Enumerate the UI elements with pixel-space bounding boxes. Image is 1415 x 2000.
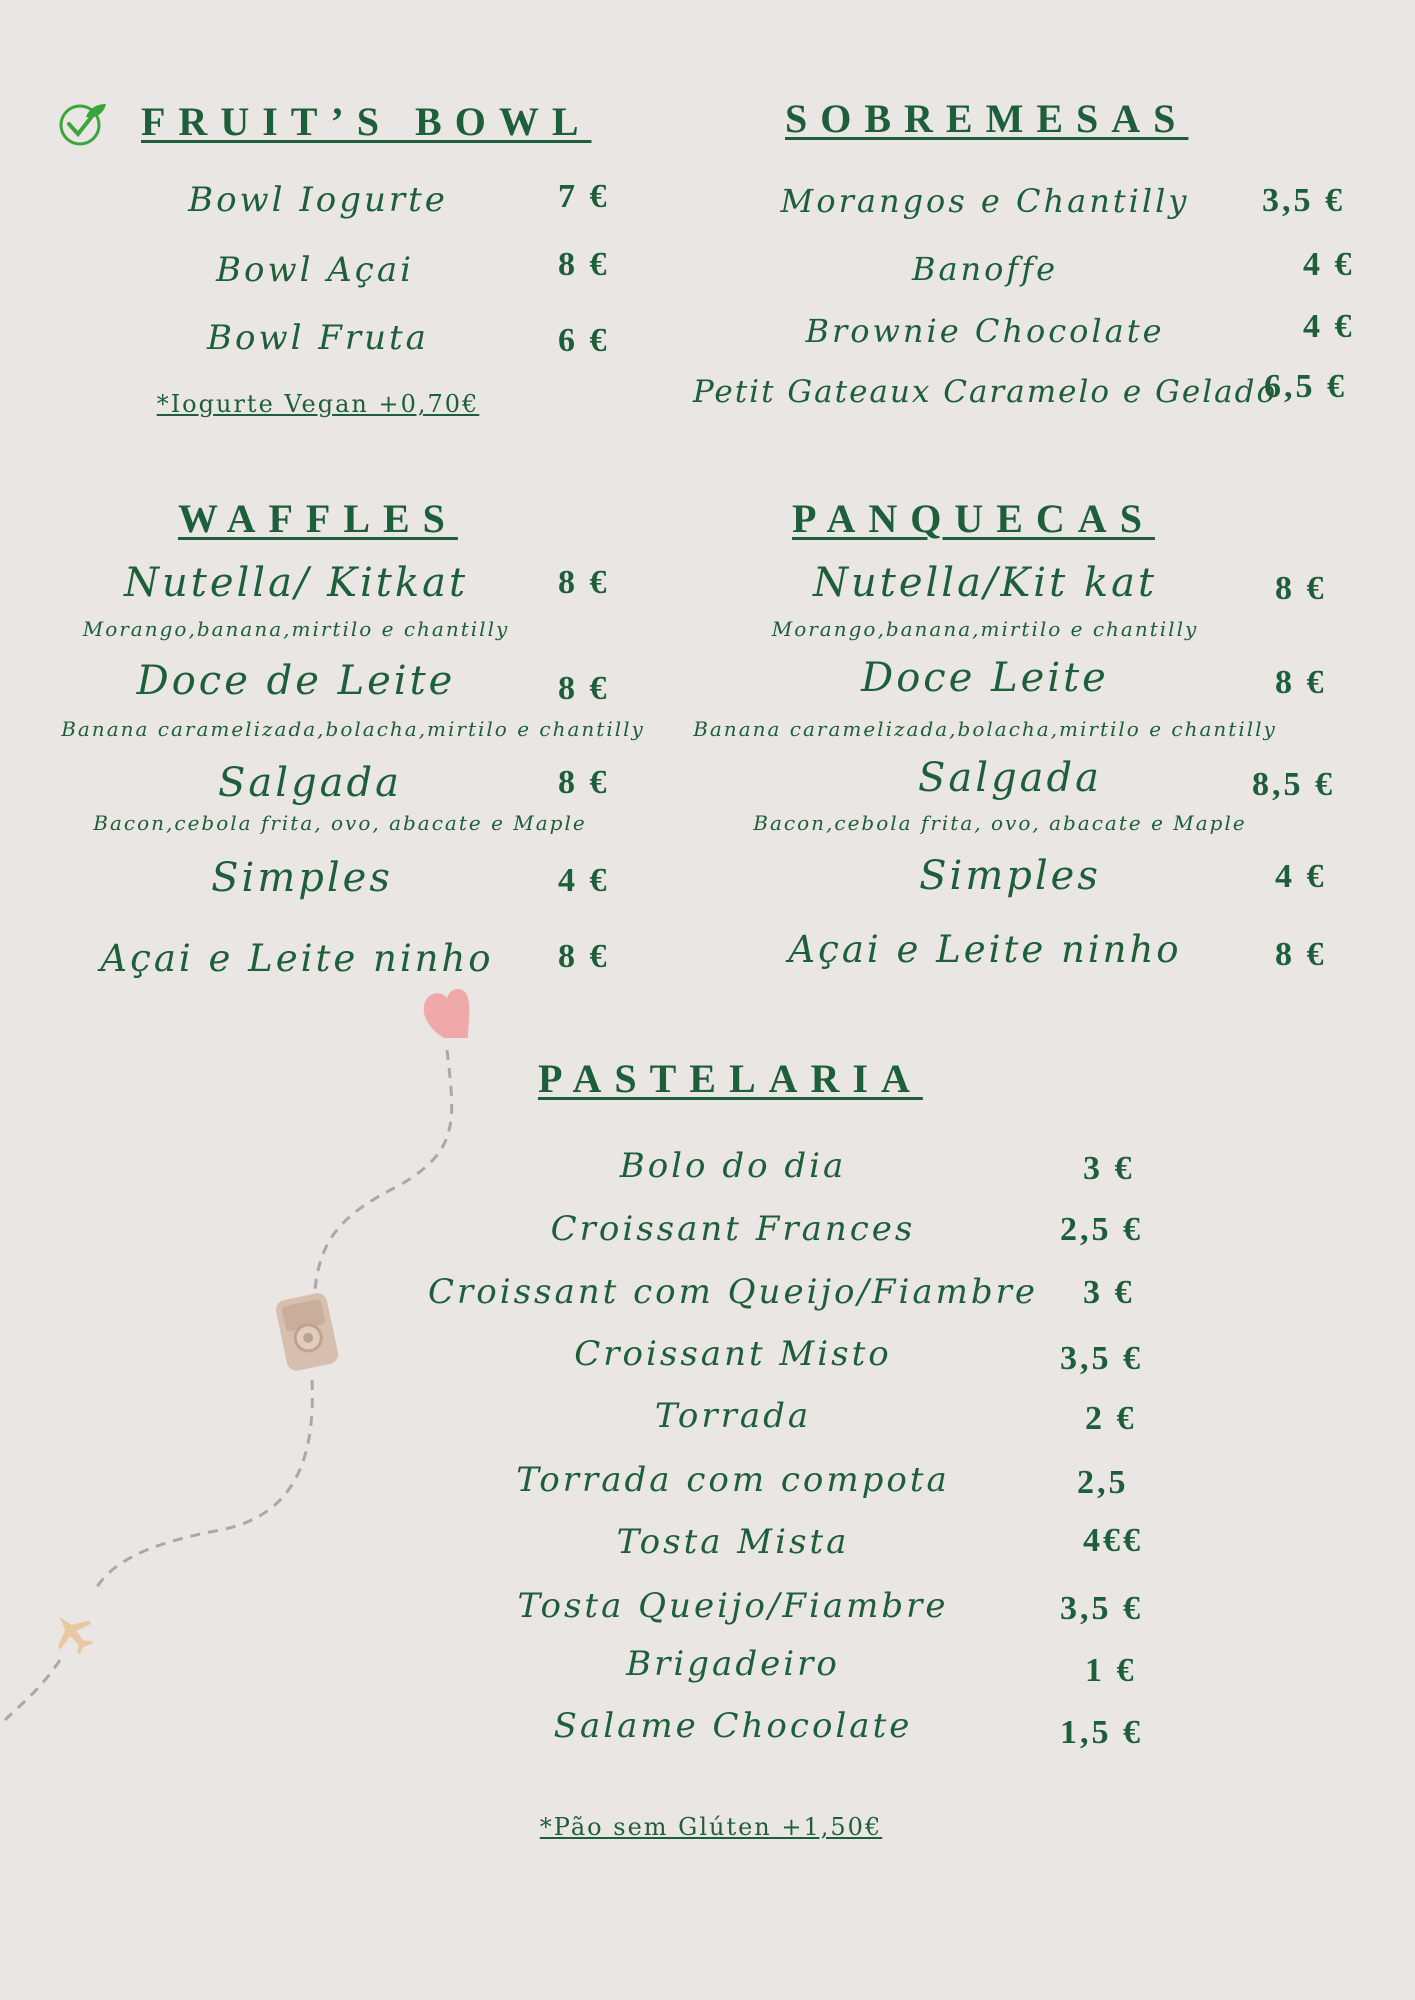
panquecas-item-name: Nutella/Kit kat	[812, 560, 1158, 606]
sobremesas-item-price: 4 €	[1303, 246, 1355, 283]
panquecas-item-desc: Bacon,cebola frita, ovo, abacate e Maple	[753, 811, 1247, 835]
pastelaria-item-name: Tosta Mista	[616, 1522, 850, 1562]
panquecas-item-name: Doce Leite	[861, 655, 1109, 701]
panquecas-item-price: 8 €	[1275, 570, 1327, 607]
panquecas-item-price: 8 €	[1275, 664, 1327, 701]
waffles-item-name: Salgada	[218, 760, 402, 806]
pastelaria-item-name: Torrada com compota	[516, 1460, 950, 1500]
sobremesas-item-price: 4 €	[1303, 308, 1355, 345]
sobremesas-item-price: 3,5 €	[1262, 182, 1345, 219]
panquecas-item-name: Salgada	[918, 755, 1102, 801]
pastelaria-item-name: Croissant Misto	[574, 1334, 892, 1374]
panquecas-item-desc: Morango,banana,mirtilo e chantilly	[771, 617, 1199, 641]
waffles-item-price: 8 €	[558, 938, 610, 975]
airplane-icon	[44, 1604, 102, 1662]
waffles-item-name: Simples	[211, 855, 393, 901]
pastelaria-item-price: 2 €	[1085, 1400, 1137, 1437]
panquecas-item-desc: Banana caramelizada,bolacha,mirtilo e chantilly	[693, 717, 1277, 741]
pastelaria-item-price: 1 €	[1085, 1652, 1137, 1689]
pastelaria-item-price: 3 €	[1083, 1274, 1135, 1311]
heart-icon	[424, 989, 470, 1038]
pastelaria-item-price: 4€€	[1083, 1522, 1143, 1559]
sobremesas-item-price: 6,5 €	[1264, 368, 1347, 405]
dashed-path	[5, 1050, 452, 1720]
panquecas-item-price: 4 €	[1275, 858, 1327, 895]
camera-icon	[274, 1291, 340, 1372]
fruits-bowl-item-name: Bowl Fruta	[207, 318, 429, 358]
fruits-bowl-item-name: Bowl Iogurte	[188, 180, 448, 220]
pastelaria-item-name: Brigadeiro	[626, 1644, 840, 1684]
sobremesas-item-name: Morangos e Chantilly	[780, 182, 1190, 220]
waffles-item-price: 8 €	[558, 670, 610, 707]
pastelaria-item-price: 2,5 €	[1060, 1211, 1143, 1248]
gluten-free-note: *Pão sem Glúten +1,50€	[539, 1813, 883, 1841]
waffles-item-name: Doce de Leite	[136, 658, 456, 704]
waffles-heading: WAFFLES	[178, 496, 458, 541]
waffles-item-desc: Banana caramelizada,bolacha,mirtilo e chantilly	[61, 717, 645, 741]
waffles-item-price: 8 €	[558, 564, 610, 601]
sobremesas-item-name: Petit Gateaux Caramelo e Gelado	[692, 374, 1278, 410]
pastelaria-item-price: 3 €	[1083, 1150, 1135, 1187]
fruits-bowl-item-price: 8 €	[558, 246, 610, 283]
waffles-item-name: Açai e Leite ninho	[100, 937, 494, 980]
pastelaria-item-name: Salame Chocolate	[553, 1706, 913, 1746]
waffles-item-price: 8 €	[558, 764, 610, 801]
pastelaria-item-name: Croissant Frances	[550, 1209, 916, 1249]
fruits-bowl-item-price: 6 €	[558, 322, 610, 359]
sobremesas-heading: SOBREMESAS	[785, 96, 1189, 141]
pastelaria-item-name: Croissant com Queijo/Fiambre	[427, 1272, 1039, 1312]
waffles-item-price: 4 €	[558, 862, 610, 899]
check-leaf-icon	[61, 104, 106, 144]
fruits-bowl-item-price: 7 €	[558, 178, 610, 215]
pastelaria-item-price: 1,5 €	[1060, 1714, 1143, 1751]
waffles-item-desc: Morango,banana,mirtilo e chantilly	[82, 617, 510, 641]
panquecas-item-name: Simples	[919, 853, 1101, 899]
fruits-bowl-item-name: Bowl Açai	[216, 250, 414, 290]
pastelaria-heading: PASTELARIA	[538, 1056, 923, 1101]
pastelaria-item-price: 3,5 €	[1060, 1590, 1143, 1627]
sobremesas-item-name: Brownie Chocolate	[805, 312, 1165, 350]
sobremesas-item-name: Banoffe	[911, 250, 1059, 288]
waffles-item-desc: Bacon,cebola frita, ovo, abacate e Maple	[93, 811, 587, 835]
pastelaria-item-name: Tosta Queijo/Fiambre	[517, 1586, 949, 1626]
fruits-bowl-heading: FRUIT’S BOWL	[141, 99, 592, 144]
pastelaria-item-name: Bolo do dia	[619, 1146, 847, 1186]
panquecas-item-name: Açai e Leite ninho	[788, 928, 1182, 971]
pastelaria-item-name: Torrada	[654, 1396, 812, 1436]
panquecas-item-price: 8 €	[1275, 936, 1327, 973]
pastelaria-item-price: 3,5 €	[1060, 1340, 1143, 1377]
vegan-yogurt-note: *Iogurte Vegan +0,70€	[156, 390, 480, 418]
pastelaria-item-price: 2,5	[1077, 1464, 1129, 1501]
panquecas-heading: PANQUECAS	[792, 496, 1155, 541]
panquecas-item-price: 8,5 €	[1252, 766, 1335, 803]
waffles-item-name: Nutella/ Kitkat	[123, 560, 469, 606]
